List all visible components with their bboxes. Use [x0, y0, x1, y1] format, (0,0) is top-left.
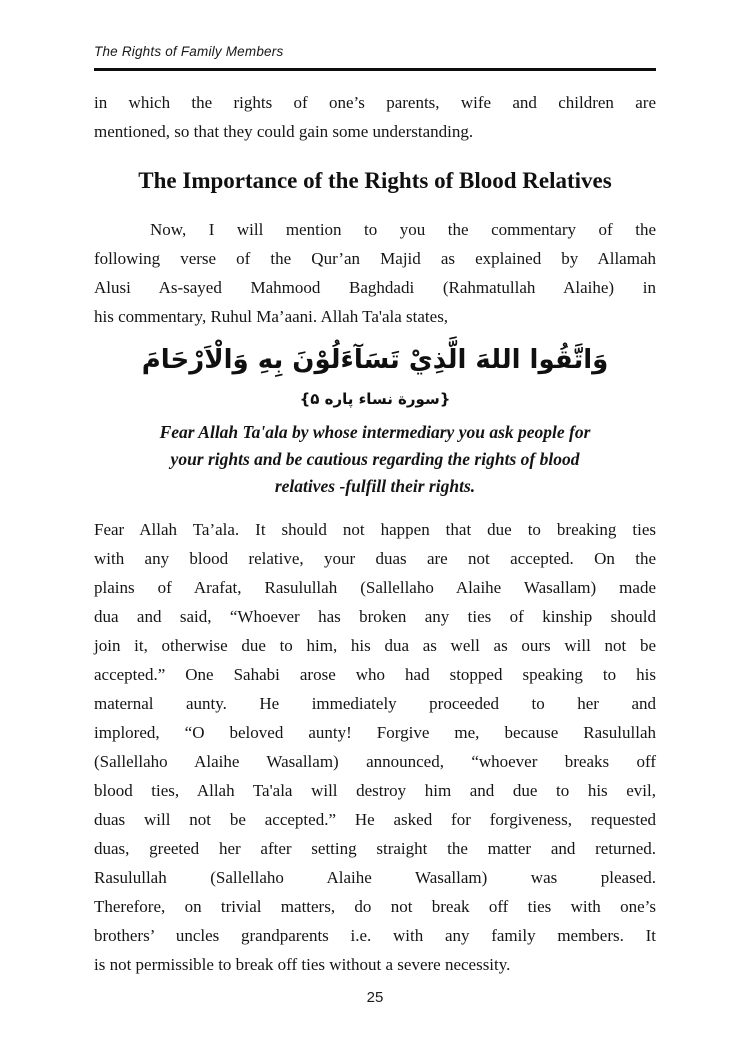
page-header — [94, 44, 656, 71]
text-line: plains of Arafat, Rasulullah (Sallellaho Alaihe Wasallam) made — [94, 578, 656, 597]
text-line: Fear Allah Ta'ala by whose intermediary you ask people for — [159, 422, 591, 442]
text-line: implored, “O beloved aunty! Forgive me, because Rasulullah — [94, 723, 656, 742]
text-line: Alusi As-sayed Mahmood Baghdadi (Rahmatullah Alaihe) in — [94, 278, 656, 297]
verse-translation — [94, 419, 656, 500]
text-line: duas will not be accepted.” He asked for forgiveness, requested — [94, 810, 656, 829]
text-line: with any blood relative, your duas are not accepted. On the — [94, 549, 656, 568]
text-line: his commentary, Ruhul Ma’aani. Allah Ta'ala states, — [94, 307, 449, 326]
text-line: following verse of the Qur’an Majid as explained by Allamah — [94, 249, 656, 268]
text-line: your rights and be cautious regarding the rights of blood — [170, 449, 580, 469]
text-line: is not permissible to break off ties without a severe necessity. — [94, 955, 511, 974]
text-line: in which the rights of one’s parents, wife and children are — [94, 93, 656, 112]
text-line: Therefore, on trivial matters, do not break off ties with one’s — [94, 897, 656, 916]
text-line: blood ties, Allah Ta'ala will destroy him and due to his evil, — [94, 781, 656, 800]
text-line: dua and said, “Whoever has broken any ties of kinship should — [94, 607, 656, 626]
text-line: accepted.” One Sahabi arose who had stopped speaking to his — [94, 665, 656, 684]
text-line: Now, I will mention to you the commentary of the — [150, 220, 656, 239]
main-paragraph — [94, 515, 656, 979]
page-number: 25 — [366, 989, 384, 1006]
arabic-verse: وَاتَّقُوا اللهَ الَّذِيْ تَسَآءَلُوْنَ بِهِ وَالْاَرْحَامَ — [141, 345, 609, 375]
header-title: The Rights of Family Members — [94, 44, 284, 59]
text-line: Rasulullah (Sallellaho Alaihe Wasallam) was pleased. — [94, 868, 656, 887]
text-line: maternal aunty. He immediately proceeded to her and — [94, 694, 656, 713]
text-line: mentioned, so that they could gain some understanding. — [94, 122, 474, 141]
verse-reference: {سورة نساء پاره ۵} — [299, 390, 451, 408]
text-line: relatives -fulfill their rights. — [274, 476, 476, 496]
commentary-paragraph — [94, 215, 656, 331]
text-line: brothers’ uncles grandparents i.e. with any family members. It — [94, 926, 656, 945]
text-line: duas, greeted her after setting straight the matter and returned. — [94, 839, 656, 858]
intro-paragraph — [94, 88, 656, 146]
section-heading: The Importance of the Rights of Blood Relatives — [138, 168, 612, 193]
text-line: (Sallellaho Alaihe Wasallam) announced, “whoever breaks off — [94, 752, 656, 771]
text-line: join it, otherwise due to him, his dua as well as ours will not be — [94, 636, 656, 655]
text-line: Fear Allah Ta’ala. It should not happen that due to breaking ties — [94, 520, 656, 539]
header-rule — [94, 68, 656, 71]
